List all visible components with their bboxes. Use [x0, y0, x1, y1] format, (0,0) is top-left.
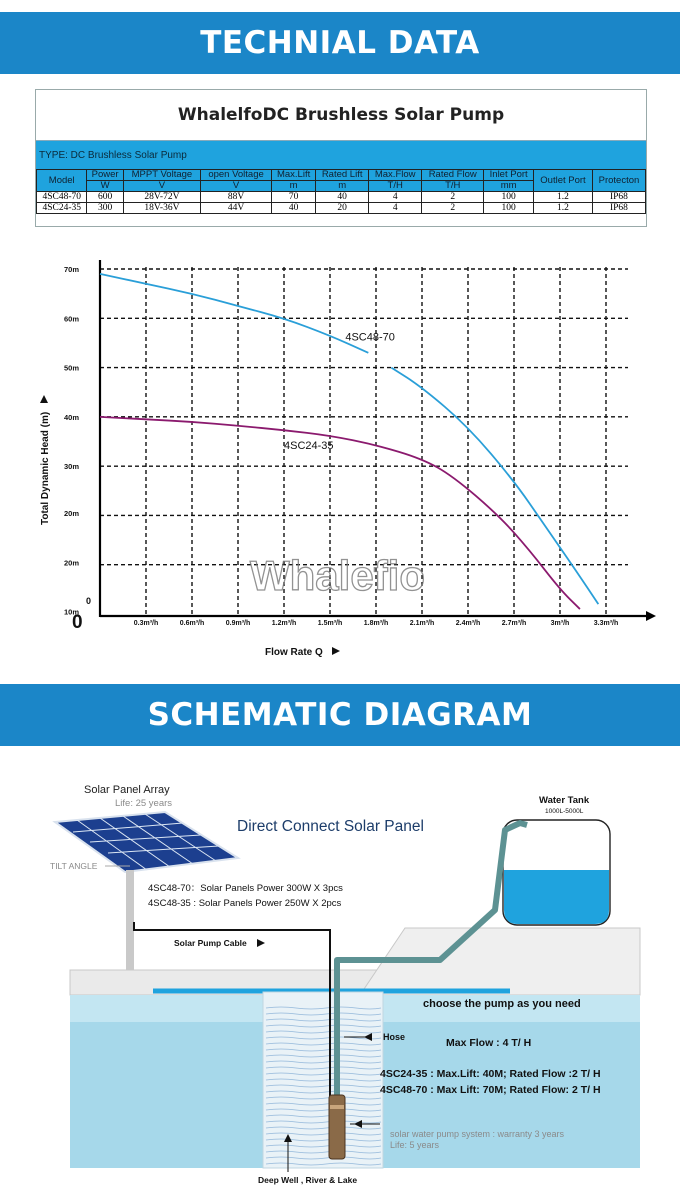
cable-label: Solar Pump Cable — [174, 938, 247, 948]
x-label-arrow-icon — [332, 647, 340, 655]
header-max-flow: Max.Flow — [369, 170, 422, 181]
x-tick-label: 1.5m³/h — [317, 620, 343, 627]
y-tick-label: 20m — [64, 558, 80, 568]
tilt-angle-label: TILT ANGLE — [50, 861, 98, 871]
table-cell: 4 — [369, 192, 422, 203]
y-axis-label: Total Dynamic Head (m) — [40, 411, 51, 525]
unit-inlet-port: mm — [484, 181, 534, 192]
table-cell: 1.2 — [534, 192, 593, 203]
series-label: 4SC24-35 — [284, 439, 334, 452]
x-tick-label: 0.9m³/h — [225, 620, 251, 627]
unit-power: W — [87, 181, 123, 192]
tank-water — [504, 870, 609, 924]
hose-label: Hose — [383, 1032, 406, 1042]
table-cell: 100 — [484, 192, 534, 203]
unit-max-lift: m — [272, 181, 316, 192]
x-tick-label: 2.7m³/h — [501, 620, 527, 627]
table-cell: 4SC48-70 — [37, 192, 87, 203]
header-rated-lift: Rated Lift — [316, 170, 369, 181]
choose-pump-label: choose the pump as you need — [423, 998, 581, 1010]
spec-line-2: 4SC48-70 : Max Lift: 70M; Rated Flow: 2 T/ H — [380, 1084, 601, 1096]
y-axis-arrow-icon — [40, 395, 48, 403]
y-tick-label: 70m — [64, 265, 80, 274]
table-row — [37, 192, 646, 203]
series-line-4sc48-70 — [100, 274, 368, 353]
y-tick-label: 60m — [64, 314, 80, 324]
table-row — [37, 203, 646, 214]
watermark: Whalefio — [250, 552, 425, 599]
header-open-voltage: open Voltage — [201, 170, 272, 181]
pump-curve-chart — [0, 245, 680, 665]
direct-connect-label: Direct Connect Solar Panel — [237, 818, 424, 835]
table-type-label: TYPE: DC Brushless Solar Pump — [36, 140, 646, 169]
table-cell: 4 — [369, 203, 422, 214]
tank-capacity: 1000L-5000L — [545, 808, 584, 815]
table-cell: 18V-36V — [123, 203, 200, 214]
table-cell: 300 — [87, 203, 123, 214]
table-cell: 4SC24-35 — [37, 203, 87, 214]
x-axis-label: Flow Rate Q — [265, 647, 323, 658]
panel-power-line-1: 4SC48-70：Solar Panels Power 300W X 3pcs — [148, 883, 343, 894]
table-cell: 28V-72V — [123, 192, 200, 203]
table-cell: 600 — [87, 192, 123, 203]
series-labels — [284, 331, 395, 451]
spec-table-panel — [35, 89, 647, 227]
section-banner-schematic-diagram: SCHEMATIC DIAGRAM — [0, 684, 680, 746]
unit-max-flow: T/H — [369, 181, 422, 192]
table-cell: 1.2 — [534, 203, 593, 214]
table-cell: 2 — [422, 192, 484, 203]
table-cell: 88V — [201, 192, 272, 203]
solar-pump-icon — [329, 1095, 345, 1159]
unit-rated-lift: m — [316, 181, 369, 192]
table-cell: 40 — [316, 192, 369, 203]
table-cell: 2 — [422, 203, 484, 214]
x-tick-label: 2.4m³/h — [455, 620, 481, 627]
unit-rated-flow: T/H — [422, 181, 484, 192]
table-cell: 70 — [272, 192, 316, 203]
pump-life-label: Life: 5 years — [390, 1140, 440, 1150]
max-flow-label: Max Flow : 4 T/ H — [446, 1037, 532, 1049]
tank-title: Water Tank — [539, 795, 590, 806]
x-tick-label: 3m³/h — [550, 620, 570, 627]
header-power: Power — [87, 170, 123, 181]
spec-line-1: 4SC24-35 : Max.Lift: 40M; Rated Flow :2 T/ H — [380, 1068, 601, 1080]
y-tick-label: 30m — [64, 462, 80, 472]
y-tick-label: 50m — [64, 363, 80, 373]
pump-collar — [330, 1105, 344, 1109]
schematic-diagram — [0, 760, 680, 1195]
y-tick-label: 40m — [64, 412, 80, 422]
x-tick-label: 0.6m³/h — [179, 620, 205, 627]
header-model: Model — [37, 170, 87, 192]
series-label: 4SC48-70 — [345, 331, 395, 344]
table-cell: 100 — [484, 203, 534, 214]
x-tick-label: 3.3m³/h — [593, 620, 619, 627]
y-tick-label: 20m — [64, 508, 80, 518]
panel-pole — [126, 870, 134, 970]
table-cell: IP68 — [592, 203, 645, 214]
panel-array-title: Solar Panel Array — [84, 784, 170, 796]
header-outlet-port: Outlet Port — [534, 170, 593, 192]
header-protection: Protecton — [592, 170, 645, 192]
table-cell: 44V — [201, 203, 272, 214]
header-mppt-voltage: MPPT Voltage — [123, 170, 200, 181]
x-tick-labels — [134, 620, 619, 627]
y-tick-label: 0 — [86, 596, 92, 606]
panel-power-line-2: 4SC48-35 : Solar Panels Power 250W X 2pcs — [148, 898, 342, 909]
spec-table — [36, 169, 646, 214]
x-tick-label: 2.1m³/h — [409, 620, 435, 627]
y-tick-labels — [64, 265, 91, 617]
origin-label: 0 — [72, 612, 83, 633]
x-tick-label: 1.2m³/h — [271, 620, 297, 627]
table-cell: 20 — [316, 203, 369, 214]
x-axis-arrow-icon — [646, 611, 656, 621]
header-inlet-port: Inlet Port — [484, 170, 534, 181]
x-tick-label: 1.8m³/h — [363, 620, 389, 627]
well-label: Deep Well , River & Lake — [258, 1175, 358, 1185]
header-rated-flow: Rated Flow — [422, 170, 484, 181]
unit-open-voltage: V — [201, 181, 272, 192]
panel-life: Life: 25 years — [115, 798, 173, 809]
y-tick-label: 10m — [64, 607, 80, 617]
x-tick-label: 0.3m³/h — [133, 620, 159, 627]
table-title: WhalelfoDC Brushless Solar Pump — [177, 105, 505, 125]
unit-mppt-voltage: V — [123, 181, 200, 192]
table-cell: 40 — [272, 203, 316, 214]
warranty-label: solar water pump system : warranty 3 years — [390, 1129, 565, 1139]
cable-arrow-icon — [257, 939, 265, 947]
table-cell: IP68 — [592, 192, 645, 203]
header-max-lift: Max.Lift — [272, 170, 316, 181]
section-banner-technical-data: TECHNIAL DATA — [0, 12, 680, 74]
